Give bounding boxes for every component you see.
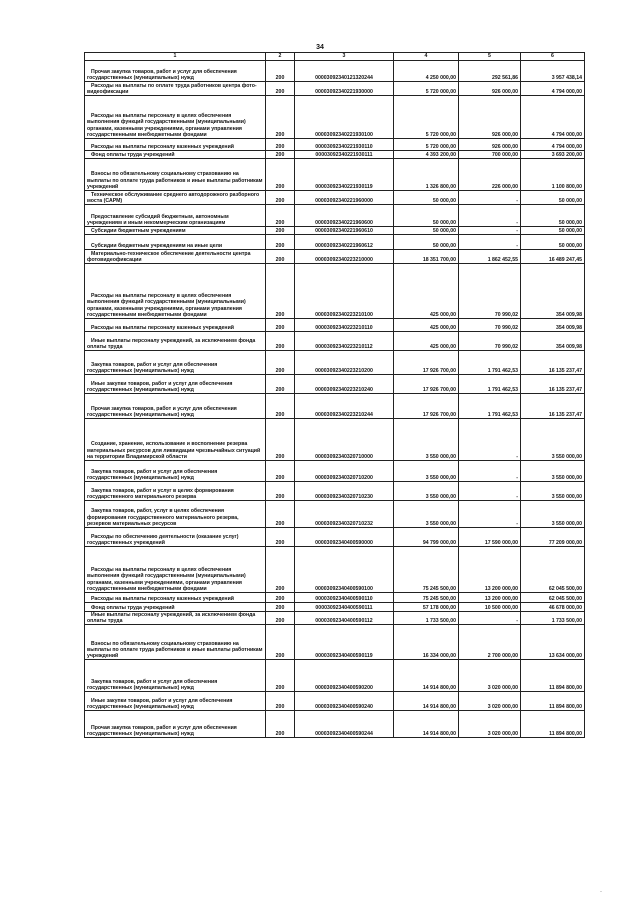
row-value-approved: 3 550 000,00 [394, 461, 459, 482]
row-kbk: 00003092340400590110 [295, 593, 394, 603]
row-value-result: 50 000,00 [521, 205, 585, 227]
row-code: 200 [266, 461, 295, 482]
row-value-change: 17 590 000,00 [459, 528, 521, 547]
row-name: Закупка товаров, работ и услуг для обеспечения государственных (муниципальных) нужд [85, 660, 266, 692]
row-value-change: 1 791 462,53 [459, 394, 521, 419]
row-value-result: 50 000,00 [521, 227, 585, 235]
row-value-approved: 14 914 800,00 [394, 692, 459, 711]
row-value-result: 46 678 000,00 [521, 603, 585, 612]
row-code: 200 [266, 139, 295, 151]
row-kbk: 00003092340320710232 [295, 501, 394, 528]
row-kbk: 00003092340223210200 [295, 351, 394, 375]
row-value-result: 354 009,98 [521, 319, 585, 332]
row-value-result: 3 550 000,00 [521, 461, 585, 482]
row-value-change: 3 020 000,00 [459, 711, 521, 738]
row-value-change: 2 700 000,00 [459, 625, 521, 660]
row-value-result: 354 009,98 [521, 264, 585, 319]
row-kbk: 00003092340400590000 [295, 528, 394, 547]
row-name: Прочая закупка товаров, работ и услуг для обеспечения государственных (муниципальных) нужд [85, 711, 266, 738]
table-row [85, 482, 585, 501]
row-value-change: - [459, 612, 521, 625]
table-row [85, 375, 585, 394]
page-number: 34 [316, 44, 324, 51]
row-kbk: 00003092340400590200 [295, 660, 394, 692]
row-value-result: 4 794 000,00 [521, 96, 585, 139]
table-row [85, 419, 585, 461]
row-value-approved: 14 914 800,00 [394, 711, 459, 738]
row-value-result: 3 550 000,00 [521, 419, 585, 461]
table-row [85, 528, 585, 547]
row-value-approved: 3 550 000,00 [394, 482, 459, 501]
row-value-change: 226 000,00 [459, 159, 521, 191]
row-value-change: 13 200 000,00 [459, 593, 521, 603]
row-code: 200 [266, 227, 295, 235]
row-value-result: 16 135 237,47 [521, 394, 585, 419]
row-kbk: 00003092340221960610 [295, 227, 394, 235]
row-kbk: 00003092340221930111 [295, 151, 394, 159]
row-code: 200 [266, 250, 295, 264]
row-code: 200 [266, 235, 295, 250]
row-value-change: 70 990,02 [459, 264, 521, 319]
row-value-change: 926 000,00 [459, 96, 521, 139]
row-code: 200 [266, 96, 295, 139]
row-value-result: 13 634 000,00 [521, 625, 585, 660]
row-name: Субсидии бюджетным учреждениям на иные цели [85, 235, 266, 250]
table-row [85, 501, 585, 528]
row-name: Расходы на выплаты персоналу казенных учреждений [85, 593, 266, 603]
row-kbk: 00003092340400590112 [295, 612, 394, 625]
table-row [85, 603, 585, 612]
row-code: 200 [266, 501, 295, 528]
row-value-change: 13 200 000,00 [459, 547, 521, 593]
row-value-approved: 50 000,00 [394, 235, 459, 250]
row-name: Субсидии бюджетным учреждениям [85, 227, 266, 235]
row-value-change: - [459, 461, 521, 482]
row-value-result: 3 550 000,00 [521, 482, 585, 501]
row-code: 200 [266, 711, 295, 738]
row-value-result: 3 957 438,14 [521, 61, 585, 82]
row-kbk: 00003092340221960612 [295, 235, 394, 250]
row-name: Закупка товаров, работ, услуг в целях обеспечения формирования государственного материального резерва, резервов материальных ресурсов [85, 501, 266, 528]
budget-table [84, 52, 585, 738]
row-name: Фонд оплаты труда учреждений [85, 151, 266, 159]
column-header: 6 [521, 53, 585, 61]
row-value-result: 16 135 237,47 [521, 375, 585, 394]
table-row [85, 61, 585, 82]
row-value-change: 1 791 462,53 [459, 351, 521, 375]
row-value-approved: 425 000,00 [394, 332, 459, 351]
table-row [85, 711, 585, 738]
row-name: Предоставление субсидий бюджетным, автономным учреждениям и иным некоммерческим организациям [85, 205, 266, 227]
row-kbk: 00003092340320710000 [295, 419, 394, 461]
row-value-approved: 3 550 000,00 [394, 501, 459, 528]
row-kbk: 00003092340223210244 [295, 394, 394, 419]
row-name: Взносы по обязательному социальному страхованию на выплаты по оплате труда работников и иные выплаты работникам учреждений [85, 625, 266, 660]
row-value-approved: 50 000,00 [394, 205, 459, 227]
row-value-change: 70 990,02 [459, 332, 521, 351]
row-value-result: 1 733 500,00 [521, 612, 585, 625]
row-value-result: 4 794 000,00 [521, 139, 585, 151]
table-row [85, 612, 585, 625]
row-value-approved: 5 720 000,00 [394, 82, 459, 96]
row-code: 200 [266, 82, 295, 96]
row-name: Создание, хранение, использование и восполнение резерва материальных ресурсов для ликвидации чрезвычайных ситуаций на территории Владимирской области [85, 419, 266, 461]
row-value-change: 10 500 000,00 [459, 603, 521, 612]
row-kbk: 00003092340223210000 [295, 250, 394, 264]
row-value-approved: 75 245 500,00 [394, 547, 459, 593]
row-value-approved: 425 000,00 [394, 264, 459, 319]
row-code: 200 [266, 332, 295, 351]
row-name: Закупка товаров, работ и услуг в целях формирования государственного материального резерва [85, 482, 266, 501]
row-value-approved: 75 245 500,00 [394, 593, 459, 603]
row-code: 200 [266, 547, 295, 593]
table-row [85, 205, 585, 227]
row-value-approved: 3 550 000,00 [394, 419, 459, 461]
row-value-change: 3 020 000,00 [459, 692, 521, 711]
row-value-result: 77 209 000,00 [521, 528, 585, 547]
row-kbk: 00003092340121320244 [295, 61, 394, 82]
row-value-change: 1 862 452,55 [459, 250, 521, 264]
row-code: 200 [266, 394, 295, 419]
row-value-approved: 50 000,00 [394, 227, 459, 235]
row-value-result: 3 693 200,00 [521, 151, 585, 159]
table-row [85, 319, 585, 332]
table-header-row [85, 53, 585, 61]
row-name: Фонд оплаты труда учреждений [85, 603, 266, 612]
column-header: 4 [394, 53, 459, 61]
row-value-approved: 17 926 700,00 [394, 351, 459, 375]
row-value-change: - [459, 419, 521, 461]
row-kbk: 00003092340221930100 [295, 96, 394, 139]
row-code: 200 [266, 151, 295, 159]
row-value-approved: 57 178 000,00 [394, 603, 459, 612]
table-row [85, 547, 585, 593]
row-kbk: 00003092340221960000 [295, 191, 394, 205]
row-value-change: - [459, 205, 521, 227]
row-value-change: - [459, 235, 521, 250]
row-code: 200 [266, 264, 295, 319]
row-code: 200 [266, 159, 295, 191]
row-kbk: 00003092340223210100 [295, 264, 394, 319]
table-row [85, 191, 585, 205]
row-value-change: - [459, 191, 521, 205]
row-code: 200 [266, 692, 295, 711]
row-kbk: 00003092340320710200 [295, 461, 394, 482]
row-value-approved: 1 733 500,00 [394, 612, 459, 625]
row-code: 200 [266, 482, 295, 501]
row-name: Расходы на выплаты по оплате труда работников центра фото-видеофиксации [85, 82, 266, 96]
row-value-approved: 4 393 200,00 [394, 151, 459, 159]
row-value-result: 4 794 000,00 [521, 82, 585, 96]
row-value-approved: 5 720 000,00 [394, 139, 459, 151]
row-value-approved: 4 250 000,00 [394, 61, 459, 82]
row-code: 200 [266, 419, 295, 461]
row-value-change: 70 990,02 [459, 319, 521, 332]
row-value-result: 11 894 800,00 [521, 660, 585, 692]
row-value-result: 3 550 000,00 [521, 501, 585, 528]
row-name: Расходы на выплаты персоналу в целях обеспечения выполнения функций государственными (муниципальными) органами, казенными учреждениями, органами управления государственными внебюджетными фондами [85, 547, 266, 593]
table-row [85, 250, 585, 264]
row-value-change: 1 791 462,53 [459, 375, 521, 394]
table-row [85, 692, 585, 711]
row-value-result: 11 894 800,00 [521, 692, 585, 711]
row-kbk: 00003092340221960600 [295, 205, 394, 227]
row-code: 200 [266, 612, 295, 625]
row-value-approved: 50 000,00 [394, 191, 459, 205]
row-code: 200 [266, 191, 295, 205]
row-value-result: 354 009,98 [521, 332, 585, 351]
table-row [85, 593, 585, 603]
table-row [85, 139, 585, 151]
column-header: 2 [266, 53, 295, 61]
row-name: Взносы по обязательному социальному страхованию на выплаты по оплате труда работников и иные выплаты работникам учреждений [85, 159, 266, 191]
row-value-approved: 16 334 000,00 [394, 625, 459, 660]
row-name: Прочая закупка товаров, работ и услуг для обеспечения государственных (муниципальных) нужд [85, 61, 266, 82]
row-name: Иные выплаты персоналу учреждений, за исключением фонда оплаты труда [85, 332, 266, 351]
row-name: Иные выплаты персоналу учреждений, за исключением фонда оплаты труда [85, 612, 266, 625]
table-row [85, 332, 585, 351]
row-name: Расходы по обеспечению деятельности (оказание услуг) государственных учреждений [85, 528, 266, 547]
row-name: Расходы на выплаты персоналу в целях обеспечения выполнения функций государственными (муниципальными) органами, казенными учреждениями, органами управления государственными внебюджетными фондами [85, 264, 266, 319]
row-name: Расходы на выплаты персоналу казенных учреждений [85, 319, 266, 332]
row-name: Расходы на выплаты персоналу в целях обеспечения выполнения функций государственными (муниципальными) органами, казенными учреждениями, органами управления государственными внебюджетными фондами [85, 96, 266, 139]
row-value-result: 62 045 500,00 [521, 547, 585, 593]
row-name: Иные закупки товаров, работ и услуг для обеспечения государственных (муниципальных) нужд [85, 692, 266, 711]
row-value-change: - [459, 227, 521, 235]
row-name: Материально-техническое обеспечение деятельности центра фотовидеофиксации [85, 250, 266, 264]
table-row [85, 159, 585, 191]
row-value-approved: 94 799 000,00 [394, 528, 459, 547]
row-value-change: - [459, 501, 521, 528]
row-value-change: 292 561,86 [459, 61, 521, 82]
row-value-result: 62 045 500,00 [521, 593, 585, 603]
row-name: Закупка товаров, работ и услуг для обеспечения государственных (муниципальных) нужд [85, 461, 266, 482]
row-value-result: 16 489 247,45 [521, 250, 585, 264]
row-kbk: 00003092340223210240 [295, 375, 394, 394]
row-value-approved: 18 351 700,00 [394, 250, 459, 264]
row-value-change: 3 020 000,00 [459, 660, 521, 692]
row-name: Расходы на выплаты персоналу казенных учреждений [85, 139, 266, 151]
row-code: 200 [266, 528, 295, 547]
table-row [85, 82, 585, 96]
table-row [85, 461, 585, 482]
table-row [85, 351, 585, 375]
column-header: 3 [295, 53, 394, 61]
row-name: Техническое обслуживание среднего автодорожного разборного моста (САРМ) [85, 191, 266, 205]
row-value-approved: 17 926 700,00 [394, 375, 459, 394]
column-header: 1 [85, 53, 266, 61]
row-kbk: 00003092340221930119 [295, 159, 394, 191]
row-code: 200 [266, 593, 295, 603]
row-kbk: 00003092340400590111 [295, 603, 394, 612]
row-value-result: 50 000,00 [521, 191, 585, 205]
row-code: 200 [266, 625, 295, 660]
row-code: 200 [266, 375, 295, 394]
table-row [85, 96, 585, 139]
row-name: Закупка товаров, работ и услуг для обеспечения государственных (муниципальных) нужд [85, 351, 266, 375]
row-code: 200 [266, 61, 295, 82]
row-code: 200 [266, 660, 295, 692]
row-value-result: 16 135 237,47 [521, 351, 585, 375]
table-row [85, 151, 585, 159]
row-value-approved: 1 326 800,00 [394, 159, 459, 191]
row-code: 200 [266, 205, 295, 227]
row-kbk: 00003092340400590240 [295, 692, 394, 711]
row-value-result: 50 000,00 [521, 235, 585, 250]
table-row [85, 227, 585, 235]
row-value-change: - [459, 482, 521, 501]
row-kbk: 00003092340221930000 [295, 82, 394, 96]
row-value-approved: 425 000,00 [394, 319, 459, 332]
row-value-result: 11 894 800,00 [521, 711, 585, 738]
row-value-change: 926 000,00 [459, 82, 521, 96]
row-kbk: 00003092340221930110 [295, 139, 394, 151]
row-code: 200 [266, 351, 295, 375]
row-kbk: 00003092340400590100 [295, 547, 394, 593]
table-row [85, 235, 585, 250]
row-kbk: 00003092340223210110 [295, 319, 394, 332]
row-value-approved: 5 720 000,00 [394, 96, 459, 139]
row-value-change: 926 000,00 [459, 139, 521, 151]
scan-mark: · [600, 889, 602, 895]
row-kbk: 00003092340223210112 [295, 332, 394, 351]
row-value-approved: 17 926 700,00 [394, 394, 459, 419]
table-row [85, 264, 585, 319]
row-kbk: 00003092340400590119 [295, 625, 394, 660]
column-header: 5 [459, 53, 521, 61]
row-value-approved: 14 914 800,00 [394, 660, 459, 692]
table-row [85, 394, 585, 419]
table-row [85, 660, 585, 692]
row-code: 200 [266, 603, 295, 612]
table-row [85, 625, 585, 660]
row-name: Иные закупки товаров, работ и услуг для обеспечения государственных (муниципальных) нужд [85, 375, 266, 394]
row-code: 200 [266, 319, 295, 332]
row-name: Прочая закупка товаров, работ и услуг для обеспечения государственных (муниципальных) нужд [85, 394, 266, 419]
row-value-result: 1 100 800,00 [521, 159, 585, 191]
row-kbk: 00003092340400590244 [295, 711, 394, 738]
row-kbk: 00003092340320710230 [295, 482, 394, 501]
row-value-change: 700 000,00 [459, 151, 521, 159]
